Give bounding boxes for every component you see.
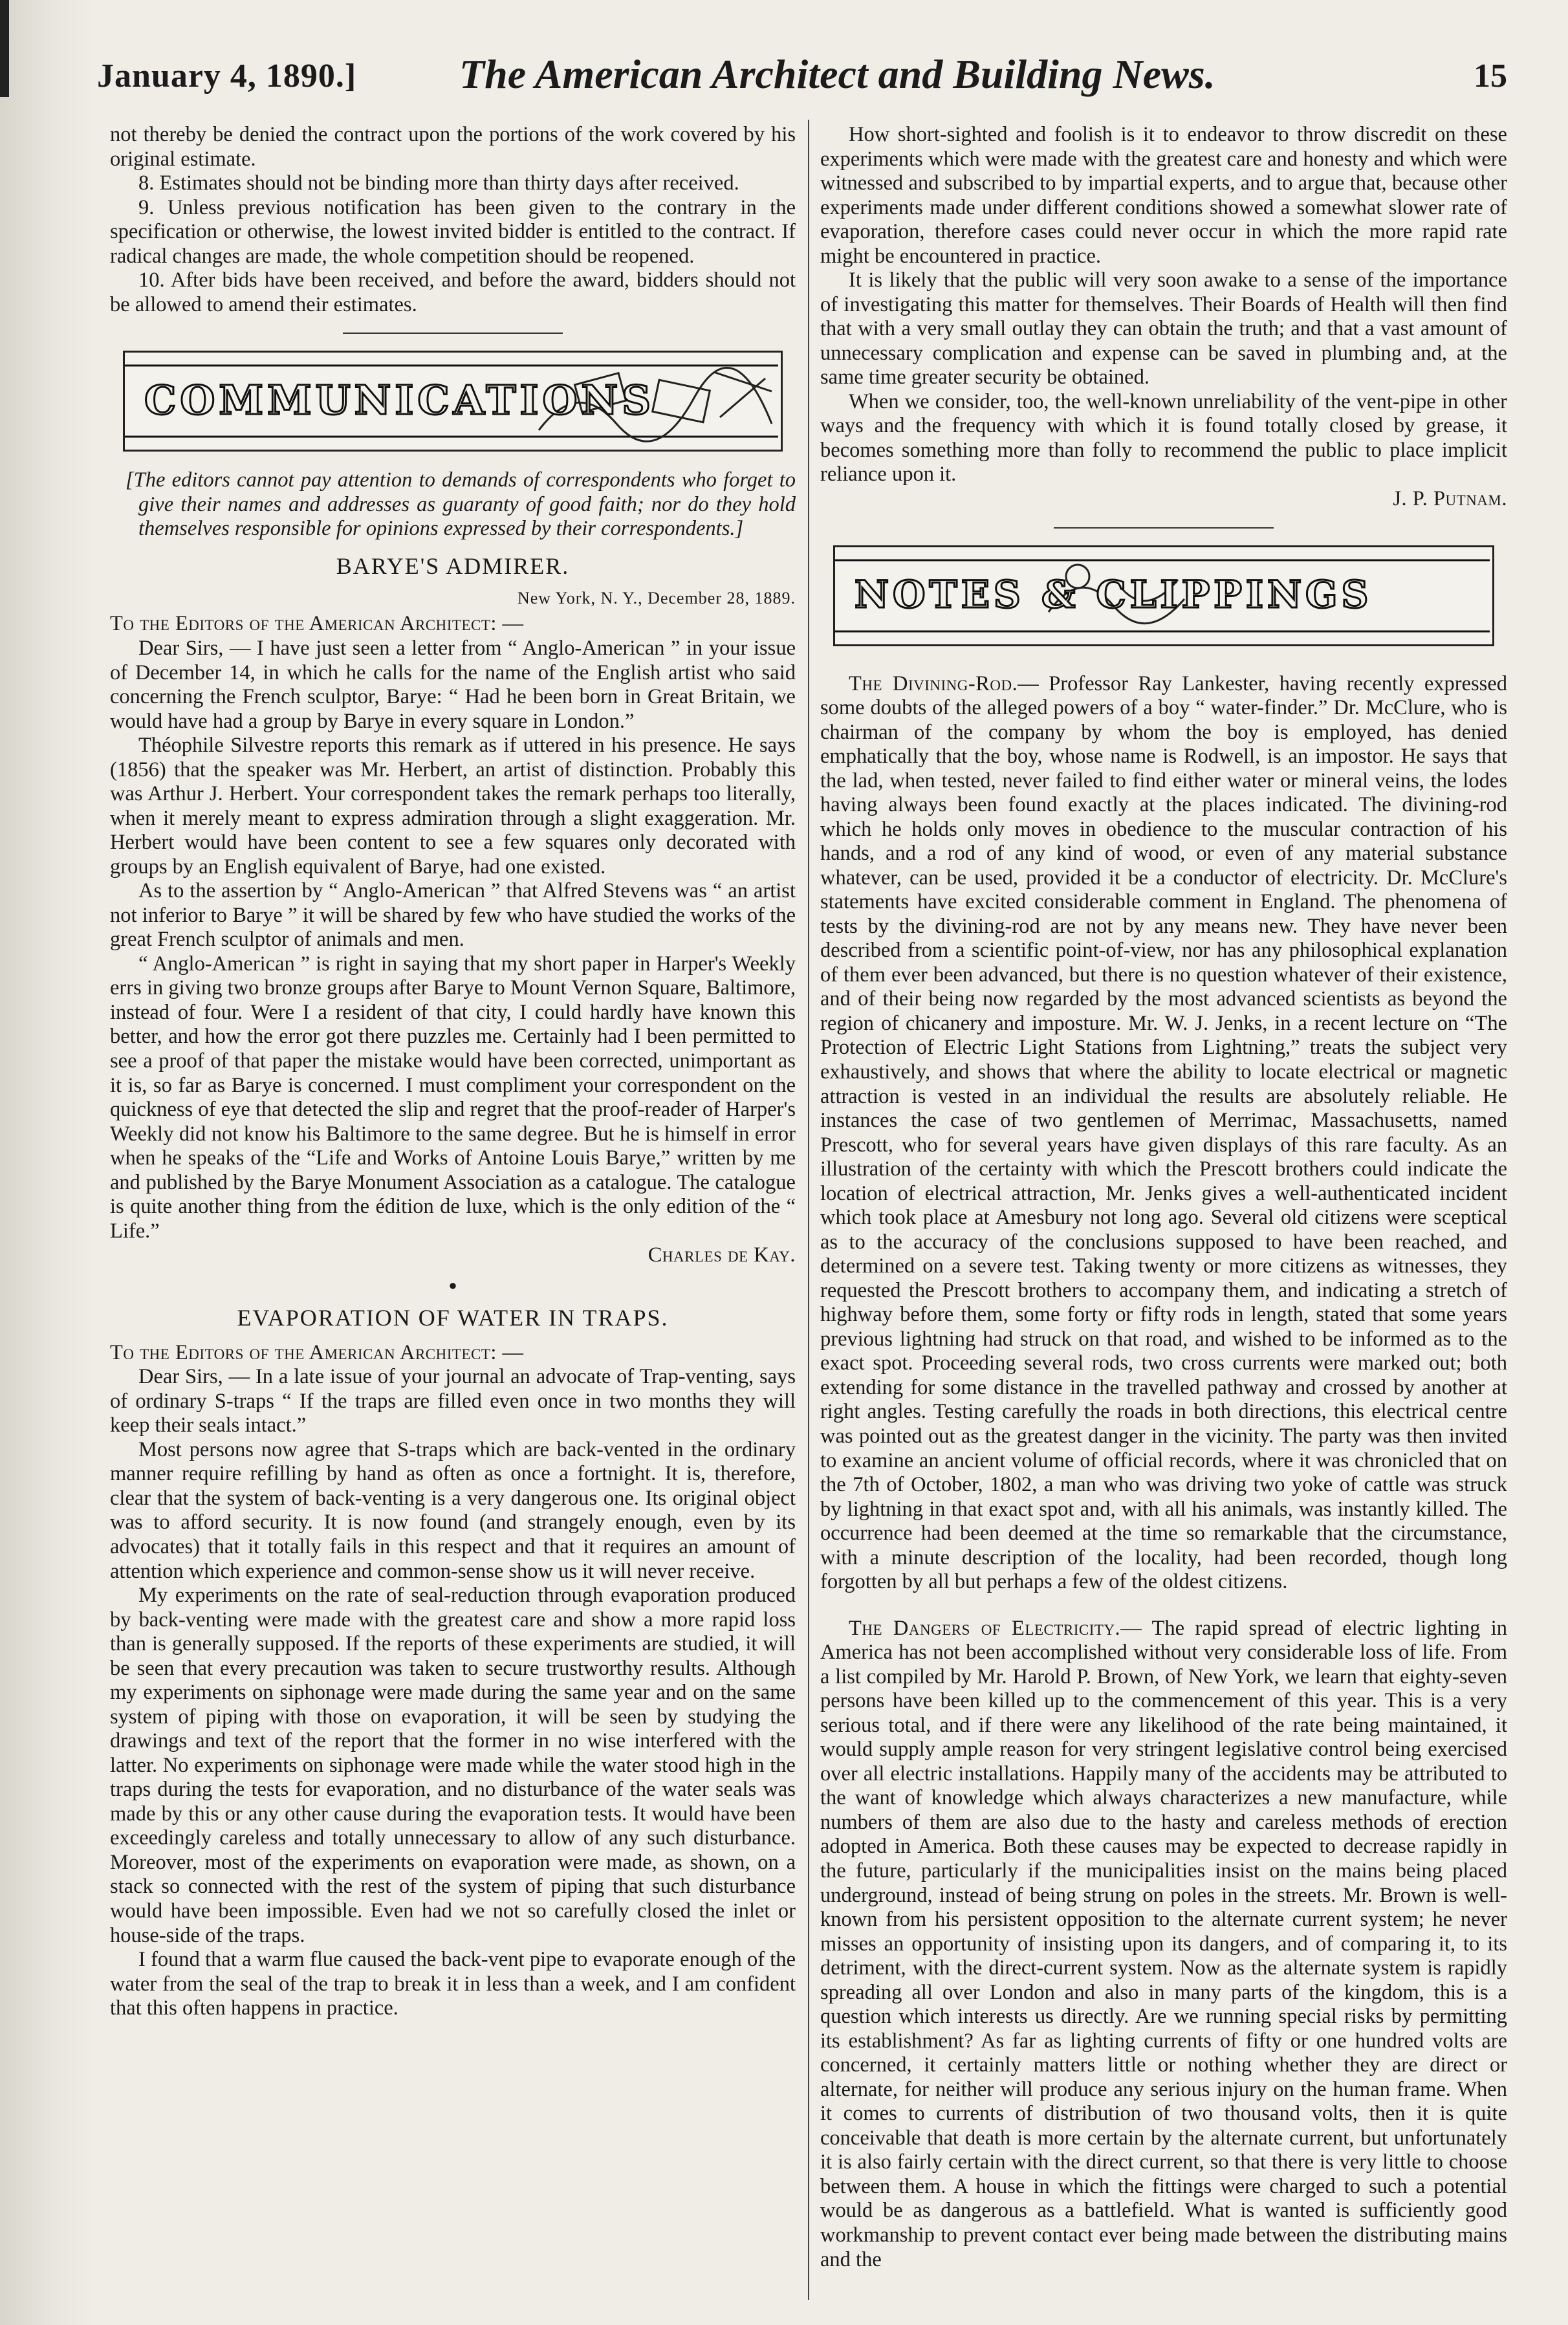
header-title: The American Architect and Building News. xyxy=(459,51,1215,97)
article-title: BARYE'S ADMIRER. xyxy=(336,552,570,579)
intro-line: not thereby be denied the contract upon the portions of the work covered by his original estimate. xyxy=(110,123,796,171)
paragraph: “ Anglo-American ” is right in saying that my short paper in Harper's Weekly errs in giving two bronze groups after Barye to Mount Vernon Square, Baltimore, instead of four. Were I a resident of that city, I could hardly have known this better, and how the error got there puzzles me. Certainly had I been permitted to see a proof of that paper the mistake would have been corrected, unimportant as it is, so far as Barye is concerned. I must compliment your correspondent on the quickness of eye that detected the slip and regret that the proof-reader of Harper's Weekly did not know his Baltimore to the same degree. But he is himself in error when he speaks of the “Life and Works of Antoine Louis Barye,” written by me and published by the Barye Monument Association as a catalogue. The catalogue is quite another thing from the édition de luxe, which is the only edition of the “ Life.” xyxy=(110,952,796,1243)
paragraph: Most persons now agree that S-traps which are back-vented in the ordinary manner require refilling by hand as often as once a fortnight. It is, therefore, clear that the system of back-venting is a very dangerous one. Its original object was to afford security. It is now found (and strangely enough, even by its advocates) that it totally fails in this respect and that it requires an amount of attention which experience and common-sense show us it will never receive. xyxy=(110,1437,796,1583)
notes-clippings-banner xyxy=(833,545,1494,646)
left-column xyxy=(110,123,796,2303)
editors-notice: [The editors cannot pay attention to demands of correspondents who forget to give their names and addresses as guaranty of good faith; nor do they hold themselves responsible for opinions expressed by their correspondents.] xyxy=(125,468,796,541)
salutation: To the Editors of the American Architect: — xyxy=(110,612,524,636)
page-number: 15 xyxy=(1474,58,1507,94)
paragraph: Dear Sirs, — In a late issue of your journal an advocate of Trap-venting, says of ordinary S-traps “ If the traps are filled even once in two months they will keep their seals intact.” xyxy=(110,1365,796,1437)
intro-line: 10. After bids have been received, and before the award, bidders should not be allowed to amend their estimates. xyxy=(110,268,796,316)
paragraph: Dear Sirs, — I have just seen a letter from “ Anglo-American ” in your issue of December 14, in which he calls for the name of the English artist who said concerning the French sculptor, Barye: “ Had he been born in Great Britain, we would have had a group by Barye in every square in London.” xyxy=(110,636,796,733)
paragraph xyxy=(820,1617,1507,2272)
binding-mark xyxy=(0,0,9,97)
clipping-heading: The Divining-Rod. xyxy=(849,671,1018,695)
salutation: To the Editors of the American Architect: — xyxy=(110,1340,524,1364)
article-dateline: New York, N. Y., December 28, 1889. xyxy=(517,589,796,608)
header-date: January 4, 1890.] xyxy=(97,58,357,94)
article-title: EVAPORATION OF WATER IN TRAPS. xyxy=(237,1305,669,1331)
page-edge-stain xyxy=(0,0,97,2325)
ornament-dot: ● xyxy=(448,1276,457,1293)
clipping-text: — Professor Ray Lankester, having recently expressed some doubts of the alleged powers of a boy “ water-finder.” Dr. McClure, who is chairman of the company by whom the boy is employed, has denied emphatically that the boy, whose name is Rodwell, is an impostor. He says that the lad, when tested, never failed to find either water or mineral veins, the lodes having always been found exactly at the places indicated. The divining-rod which he holds only moves in obedience to the muscular contraction of his hands, and a rod of any kind of wood, or even of any material substance whatever, can be used, provided it be a conductor of electricity. Dr. McClure's statements have excited considerable comment in England. The phenomena of tests by the divining-rod are not by any means new. They have never been described from a scientific point-of-view, nor has any philosophical explanation of them ever been advanced, but there is no question whatever of their existence, and of their being now regarded by the most advanced scientists as beyond the region of chicanery and imposture. Mr. W. J. Jenks, in a recent lecture on “The Protection of Electric Light Stations from Lightning,” treats the subject very exhaustively, and shows that where the ability to locate electrical or magnetic attraction is vested in an individual the results are absolutely reliable. He instances the case of two gentlemen of Merrimac, Massachusetts, named Prescott, who for several years have given displays of this rare faculty. As an illustration of the certainty with which the Prescott brothers could indicate the location of electrical attraction, Mr. Jenks gives a well-authenticated incident which took place at Amesbury not long ago. Several old citizens were sceptical as to the accuracy of the conclusions supposed to have been reached, and determined on a severe test. Taking twenty or more citizens as witnesses, they requested the Prescott brothers to accompany them, and indicating a stretch of highway before them, some forty or fifty rods in length, stated that some years previous lightning had struck on that road, and wished to be informed as to the exact spot. Proceeding several rods, two cross currents were marked out; both extending for some distance in the travelled pathway and crossed by another at right angles. Testing carefully the roads in both directions, this electrical centre was pointed out as the greatest danger in the vicinity. The party was then invited to examine an ancient volume of official records, where it was chronicled that on the 7th of October, 1802, a man who was driving two yoke of cattle was struck by lightning in that exact spot and, with all his animals, was instantly killed. The occurrence had been deemed at the time so remarkable that the circumstance, with a minute description of the locality, had been recorded, though long forgotten by all but perhaps a few of the oldest citizens. xyxy=(820,671,1507,1594)
paragraph: It is likely that the public will very soon awake to a sense of the importance of investigating this matter for themselves. Their Boards of Health will then find that with a very small outlay they can obtain the truth; and that a vast amount of unnecessary complication and expense can be saved in plumbing and, at the same time greater security be obtained. xyxy=(820,268,1507,389)
paragraph: Théophile Silvestre reports this remark as if uttered in his presence. He says (1856) that the speaker was Mr. Herbert, an artist of distinction. Probably this was Arthur J. Herbert. Your correspondent takes the remark perhaps too literally, when it merely meant to express admiration through a slight exaggeration. Mr. Herbert would have been content to see a few squares only decorated with groups by an English equivalent of Barye, had one existed. xyxy=(110,734,796,879)
column-rule xyxy=(808,120,809,2300)
section-divider xyxy=(1054,527,1274,529)
communications-banner xyxy=(123,351,783,452)
communications-title: COMMUNICATIONS xyxy=(144,377,655,424)
paragraph: My experiments on the rate of seal-reduction through evaporation produced by back-venting were made with the greatest care and show a more rapid loss than is generally supposed. If the reports of these experiments are studied, it will be seen that every precaution was taken to secure trustworthy results. Although my experiments on siphonage were made during the same year and on the same system of piping with those on evaporation, it will be seen by studying the drawings and text of the report that the former in no wise interfered with the latter. No experiments on siphonage were made while the water stood high in the traps during the tests for evaporation, and no disturbance of the water seals was made by this or any other cause during the evaporation tests. It would have been exceedingly careless and totally unnecessary to allow of any such disturbance. Moreover, most of the experiments on evaporation were made, as shown, on a stack so connected with the rest of the system of piping that such disturbance would have been impossible. Even had we not so carefully closed the inlet or house-side of the traps. xyxy=(110,1584,796,1947)
paragraph: How short-sighted and foolish is it to endeavor to throw discredit on these experiments which were made with the greatest care and honesty and which were witnessed and subscribed to by impartial experts, and to argue that, because other experiments made under different conditions showed a somewhat slower rate of evaporation, therefore cases could never occur in which the more rapid rate might be encountered in practice. xyxy=(820,123,1507,268)
right-column xyxy=(820,123,1507,2303)
notes-clippings-title: NOTES & CLIPPINGS xyxy=(855,572,1373,617)
paragraph: When we consider, too, the well-known unreliability of the vent-pipe in other ways and the frequency with which it is found totally closed by grease, it becomes something more than folly to recommend the public to place implicit reliance upon it. xyxy=(820,389,1507,486)
paragraph xyxy=(820,672,1507,1595)
intro-line: 8. Estimates should not be binding more than thirty days after received. xyxy=(138,171,739,195)
intro-line: 9. Unless previous notification has been given to the contrary in the specification or otherwise, the lowest invited bidder is entitled to the contract. If radical changes are made, the whole competition should be reopened. xyxy=(110,195,796,268)
clipping-text: — The rapid spread of electric lighting in America has not been accomplished without very considerable loss of life. From a list compiled by Mr. Harold P. Brown, of New York, we learn that eighty-seven persons have been killed up to the commencement of this year. This is a very serious total, and if there were any likelihood of the rate being maintained, it would supply ample reason for very stringent legislative control being exercised over all electric installations. Happily many of the accidents may be attributed to the want of knowledge which always characterizes a new manufacture, while numbers of them are also due to the hasty and careless methods of erection adopted in America. Both these causes may be expected to decrease rapidly in the future, particularly if the municipalities insist on the mains being placed underground, instead of being strung on poles in the streets. Mr. Brown is well-known from his persistent opposition to the alternate current system; he never misses an opportunity of insisting upon its dangers, and of comparing it, to its detriment, with the direct-current system. Now as the alternate system is rapidly spreading all over London and also in many parts of the kingdom, this is a question which interests us directly. Are we running special risks by permitting its establishment? As far as lighting currents of fifty or one hundred volts are concerned, it certainly matters little or nothing whether they are direct or alternate, for neither will produce any serious injury on the human frame. When it comes to currents of distribution of two thousand volts, then it is quite conceivable that death is more certain by the alternate current, but unfortunately it is also fairly certain with the direct current, so that there is very little to choose between them. A house in which the fittings were charged to such a potential would be as dangerous as a battlefield. What is wanted is sufficiently good workmanship to prevent contact ever being made between the distributing mains and the xyxy=(820,1616,1507,2271)
signature: Charles de Kay. xyxy=(648,1243,796,1267)
paragraph: As to the assertion by “ Anglo-American ” that Alfred Stevens was “ an artist not inferior to Barye ” it will be shared by few who have studied the works of the great French sculptor of animals and men. xyxy=(110,879,796,952)
signature: J. P. Putnam. xyxy=(1393,486,1507,510)
paragraph: I found that a warm flue caused the back-vent pipe to evaporate enough of the water from the seal of the trap to break it in less than a week, and I am confident that this often happens in practice. xyxy=(110,1948,796,2020)
clipping-heading: The Dangers of Electricity. xyxy=(849,1616,1121,1640)
spacer xyxy=(820,1595,1507,1617)
section-divider xyxy=(343,333,563,334)
page-header xyxy=(97,50,1520,109)
